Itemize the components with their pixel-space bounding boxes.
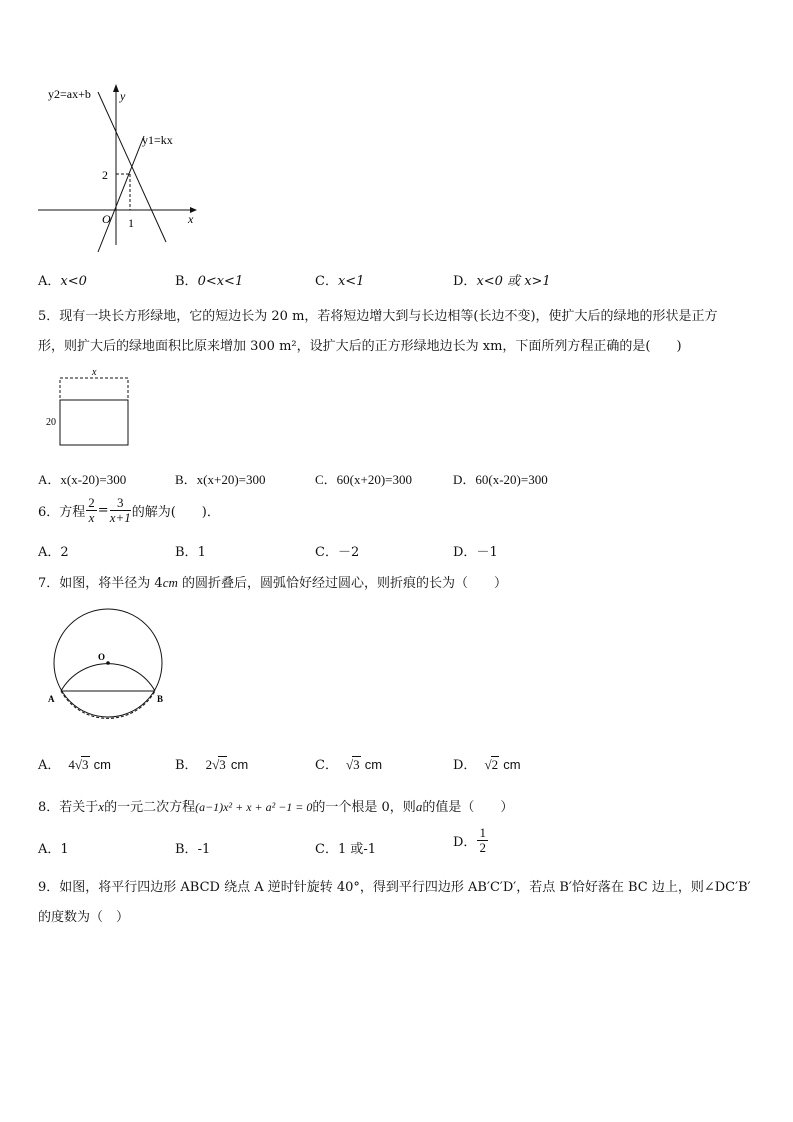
folded-arc <box>61 664 155 691</box>
fraction-3-over-x-plus-1: $\frac{3}{x+1}$ <box>109 495 131 525</box>
y1-label: y1=kx <box>142 133 173 147</box>
q5-option-a[interactable]: A．x(x-20)=300 <box>38 472 127 487</box>
q9-text-line1: 9．如图，将平行四边形 ABCD 绕点 A 逆时针旋转 40°，得到平行四边形 AB′C′D′，若点 B′恰好落在 BC 边上，则∠DC′B′ <box>38 880 751 895</box>
fraction-one-half: $\frac{1}{2}$ <box>479 825 486 855</box>
sqrt-sign: √ <box>484 757 492 772</box>
point-b-label: B <box>157 694 164 704</box>
sqrt-sign: √ <box>345 757 354 772</box>
q8-option-a[interactable]: A．1 <box>38 842 69 857</box>
q7-option-d[interactable]: D． √2 cm <box>453 757 521 773</box>
q4-option-b[interactable]: B．0<x<1 <box>175 274 244 289</box>
y-axis-label: y <box>120 89 126 103</box>
q6-option-a[interactable]: A．2 <box>38 545 69 560</box>
q7-figure <box>40 605 175 730</box>
tick-x-label: 1 <box>128 216 134 230</box>
q4-option-a[interactable]: A．x<0 <box>38 274 87 289</box>
sqrt-sign: √ <box>212 757 220 772</box>
q7-option-c[interactable]: C． √3 cm <box>315 757 383 773</box>
q5-option-b[interactable]: B．x(x+20)=300 <box>175 472 266 487</box>
q9-text-line2: 的度数为（ ） <box>38 910 130 925</box>
q4-option-d[interactable]: D．x<0 或 x>1 <box>453 274 551 289</box>
q6-option-b[interactable]: B．1 <box>175 545 206 560</box>
center-label: O <box>98 652 106 662</box>
q8-option-c[interactable]: C．1 或-1 <box>315 842 377 857</box>
q5-text-line2: 形，则扩大后的绿地面积比原来增加 300 m²，设扩大后的正方形绿地边长为 xm，下面所列方程正确的是( ) <box>38 339 682 354</box>
original-rectangle <box>60 400 128 445</box>
q8-option-d[interactable]: D． $\frac{1}{2}$ <box>453 825 486 855</box>
q5-text-line1: 5．现有一块长方形绿地，它的短边长为 20 m，若将短边增大到与长边相等(长边不变)，使扩大后的绿地的形状是正方 <box>38 309 718 324</box>
point-a-label: A <box>48 694 55 704</box>
tick-y-label: 2 <box>102 168 108 182</box>
q5-figure <box>40 365 140 450</box>
center-point <box>106 661 110 665</box>
q4-graph <box>30 80 205 255</box>
original-arc-dashed <box>61 691 155 718</box>
q5-option-d[interactable]: D．60(x-20)=300 <box>453 472 548 487</box>
side-label: 20 <box>46 417 56 428</box>
q6-question: 6．方程 $\frac{2}{x}$ = $\frac{3}{x+1}$ 的解为( )． <box>38 495 220 525</box>
line-y1 <box>98 136 144 252</box>
q7-question: 7．如图，将半径为 4cm 的圆折叠后，圆弧恰好经过圆心，则折痕的长为（ ） <box>38 575 507 591</box>
sqrt-sign: √ <box>74 757 83 772</box>
equation: (a−1)x² + x + a² −1 = 0 <box>195 800 313 814</box>
q7-option-b[interactable]: B． 2√3 cm <box>175 757 249 773</box>
top-label: x <box>92 367 97 378</box>
y2-label: y2=ax+b <box>48 87 91 101</box>
origin-label: O <box>102 212 111 226</box>
q8-question: 8．若关于x的一元二次方程(a−1)x² + x + a² −1 = 0的一个根是 0，则a的值是（ ） <box>38 799 514 815</box>
q7-option-a[interactable]: A． 4√3 cm <box>38 757 112 773</box>
q5-option-c[interactable]: C．60(x+20)=300 <box>315 472 412 487</box>
q4-option-c[interactable]: C．x<1 <box>315 274 365 289</box>
y-axis-arrow <box>113 84 119 92</box>
q6-option-c[interactable]: C．－2 <box>315 545 360 560</box>
x-axis-label: x <box>188 212 194 226</box>
q6-option-d[interactable]: D．－1 <box>453 545 498 560</box>
fraction-2-over-x: $\frac{2}{x}$ <box>88 495 95 525</box>
q8-option-b[interactable]: B．-1 <box>175 842 211 857</box>
